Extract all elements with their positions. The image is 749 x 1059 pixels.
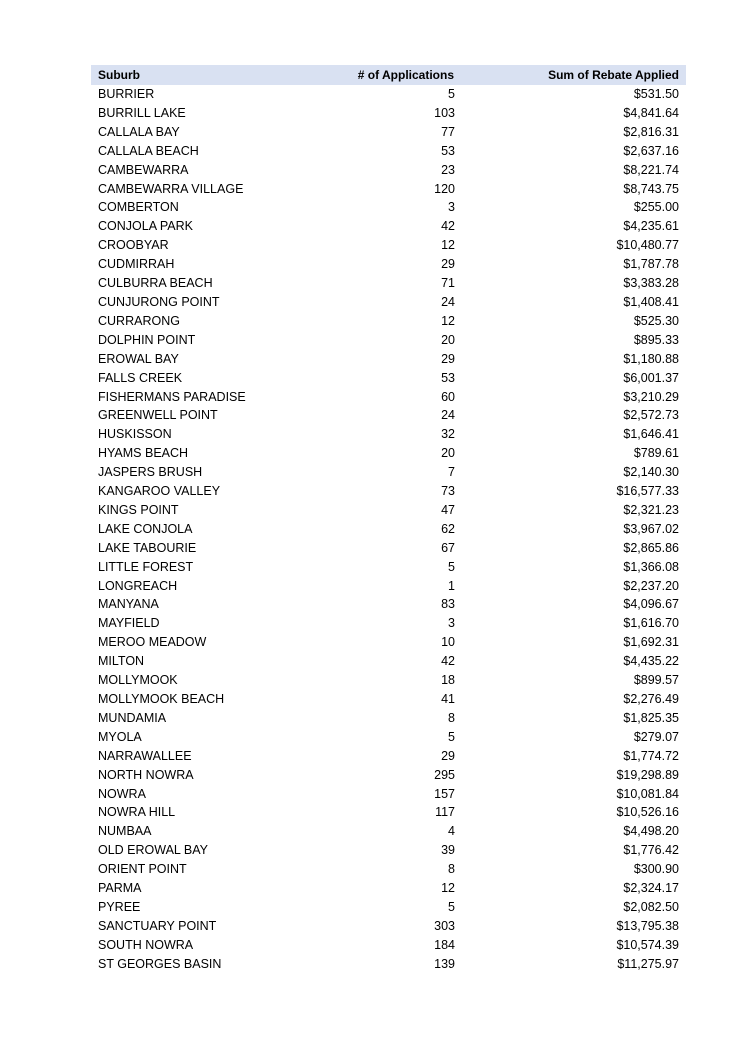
table-row [91,803,686,822]
cell-rebate: $8,221.74 [623,162,679,177]
cell-applications: 62 [441,521,455,536]
cell-rebate: $4,096.67 [623,597,679,612]
cell-rebate: $2,321.23 [623,502,679,517]
cell-suburb: DOLPHIN POINT [98,332,196,347]
cell-rebate: $1,825.35 [623,710,679,725]
table-row [91,690,686,709]
cell-applications: 295 [434,767,455,782]
cell-rebate: $1,774.72 [623,748,679,763]
cell-rebate: $300.90 [633,862,679,877]
cell-applications: 20 [441,446,455,461]
table-row [91,841,686,860]
cell-suburb: LITTLE FOREST [98,559,194,574]
table-row [91,104,686,123]
table-row [91,293,686,312]
cell-applications: 83 [441,597,455,612]
table-row [91,444,686,463]
cell-applications: 42 [441,219,455,234]
cell-rebate: $8,743.75 [623,181,679,196]
cell-suburb: SOUTH NOWRA [98,937,194,952]
cell-rebate: $4,235.61 [623,219,679,234]
table-row [91,652,686,671]
cell-rebate: $3,210.29 [623,389,679,404]
table-row [91,520,686,539]
cell-rebate: $2,082.50 [623,899,679,914]
table-row [91,331,686,350]
cell-suburb: COMBERTON [98,200,179,215]
table-row [91,539,686,558]
cell-rebate: $2,637.16 [623,143,679,158]
cell-rebate: $4,498.20 [623,824,679,839]
cell-applications: 77 [441,124,455,139]
cell-rebate: $1,366.08 [623,559,679,574]
table-row [91,822,686,841]
cell-rebate: $2,276.49 [623,692,679,706]
cell-applications: 8 [448,710,455,725]
cell-rebate: $1,646.41 [623,427,679,442]
cell-suburb: LAKE CONJOLA [98,521,193,536]
table-row [91,595,686,614]
cell-applications: 42 [441,654,455,669]
cell-suburb: PYREE [98,899,141,914]
cell-suburb: CROOBYAR [98,238,169,253]
table-row [91,161,686,180]
cell-rebate: $4,841.64 [623,105,679,120]
cell-rebate: $3,967.02 [623,521,679,536]
cell-applications: 24 [441,408,455,423]
cell-suburb: MYOLA [98,729,142,744]
cell-rebate: $19,298.89 [616,767,679,782]
cell-suburb: BURRILL LAKE [98,105,186,120]
cell-suburb: MOLLYMOOK BEACH [98,692,225,706]
cell-suburb: NUMBAA [98,824,152,839]
header-applications: # of Applications [357,68,454,82]
cell-applications: 3 [448,616,455,631]
cell-suburb: MILTON [98,654,145,669]
table-row [91,671,686,690]
cell-applications: 139 [434,956,455,971]
table-row [91,917,686,936]
cell-rebate: $1,180.88 [623,351,679,366]
cell-suburb: SANCTUARY POINT [98,918,217,933]
cell-applications: 5 [448,729,455,744]
header-row [91,65,686,85]
cell-rebate: $2,572.73 [623,408,679,423]
cell-rebate: $16,577.33 [616,484,679,499]
cell-applications: 117 [435,805,455,820]
cell-suburb: NOWRA [98,786,146,801]
cell-applications: 60 [441,389,455,404]
table-body [91,85,686,974]
table-row [91,898,686,917]
table-row [91,180,686,199]
cell-applications: 53 [441,370,455,385]
table-row [91,198,686,217]
cell-rebate: $2,324.17 [623,881,679,896]
cell-rebate: $2,816.31 [623,124,679,139]
table-header [91,65,686,85]
table-row [91,747,686,766]
rebate-table [91,65,686,974]
cell-suburb: OLD EROWAL BAY [98,843,208,858]
cell-suburb: KINGS POINT [98,502,179,517]
cell-applications: 32 [441,427,455,442]
cell-suburb: JASPERS BRUSH [98,465,203,480]
cell-rebate: $789.61 [633,446,679,461]
cell-suburb: PARMA [98,881,142,896]
cell-suburb: HUSKISSON [98,427,172,442]
cell-rebate: $255.00 [633,200,679,215]
cell-applications: 71 [441,276,455,291]
table-row [91,425,686,444]
cell-suburb: BURRIER [98,87,155,101]
cell-suburb: NORTH NOWRA [98,767,194,782]
cell-rebate: $11,275.97 [617,956,679,971]
header-suburb: Suburb [98,68,140,82]
table-row [91,614,686,633]
cell-suburb: GREENWELL POINT [98,408,218,423]
cell-suburb: CURRARONG [98,313,180,328]
cell-suburb: FALLS CREEK [98,370,183,385]
cell-suburb: NARRAWALLEE [98,748,192,763]
table-row [91,142,686,161]
table-row [91,388,686,407]
cell-suburb: CONJOLA PARK [98,219,193,234]
table-row [91,236,686,255]
table-row [91,463,686,482]
cell-applications: 5 [448,899,455,914]
cell-rebate: $4,435.22 [623,654,679,669]
cell-applications: 41 [441,692,455,706]
cell-suburb: CALLALA BEACH [98,143,199,158]
cell-rebate: $1,776.42 [623,843,679,858]
table-row [91,558,686,577]
cell-rebate: $279.07 [633,729,679,744]
table-row [91,577,686,596]
table-row [91,255,686,274]
cell-suburb: CALLALA BAY [98,124,180,139]
cell-suburb: FISHERMANS PARADISE [98,389,246,404]
table-row [91,501,686,520]
table-row [91,633,686,652]
cell-suburb: MAYFIELD [98,616,160,631]
cell-applications: 23 [441,162,455,177]
cell-suburb: MEROO MEADOW [98,635,207,650]
table-row [91,217,686,236]
cell-suburb: LONGREACH [98,578,178,593]
cell-rebate: $13,795.38 [616,918,679,933]
cell-applications: 157 [434,786,455,801]
cell-suburb: MANYANA [98,597,159,612]
cell-applications: 120 [434,181,455,196]
table-row [91,350,686,369]
cell-applications: 12 [441,313,455,328]
table-row [91,728,686,747]
cell-rebate: $10,081.84 [616,786,679,801]
cell-applications: 1 [448,578,455,593]
header-rebate: Sum of Rebate Applied [548,68,679,82]
cell-rebate: $1,408.41 [623,294,679,309]
cell-suburb: HYAMS BEACH [98,446,189,461]
cell-rebate: $10,574.39 [616,937,679,952]
table-row [91,406,686,425]
cell-rebate: $3,383.28 [623,276,679,291]
table-row [91,85,686,104]
cell-rebate: $10,480.77 [616,238,679,253]
table-row [91,955,686,974]
cell-applications: 3 [448,200,455,215]
cell-rebate: $899.57 [633,673,679,688]
table-row [91,860,686,879]
cell-suburb: CUNJURONG POINT [98,294,220,309]
table-row [91,709,686,728]
table-row [91,312,686,331]
cell-suburb: ORIENT POINT [98,862,187,877]
cell-applications: 47 [441,502,455,517]
cell-applications: 103 [434,105,455,120]
cell-applications: 7 [448,465,455,480]
table-row [91,123,686,142]
cell-rebate: $895.33 [633,332,679,347]
table-row [91,785,686,804]
cell-applications: 18 [441,673,455,688]
cell-rebate: $2,237.20 [623,578,679,593]
cell-suburb: EROWAL BAY [98,351,179,366]
cell-applications: 24 [441,294,455,309]
cell-applications: 29 [441,257,455,272]
cell-suburb: MOLLYMOOK [98,673,178,688]
cell-suburb: KANGAROO VALLEY [98,484,221,499]
cell-applications: 12 [441,881,455,896]
cell-suburb: CUDMIRRAH [98,257,175,272]
table-row [91,879,686,898]
cell-applications: 8 [448,862,455,877]
cell-suburb: CAMBEWARRA VILLAGE [98,181,244,196]
cell-applications: 5 [448,87,455,101]
table-row [91,369,686,388]
cell-applications: 184 [434,937,455,952]
cell-rebate: $531.50 [633,87,679,101]
cell-applications: 29 [441,748,455,763]
cell-applications: 4 [448,824,455,839]
cell-rebate: $1,692.31 [623,635,679,650]
table-row [91,936,686,955]
cell-rebate: $1,787.78 [623,257,679,272]
cell-rebate: $10,526.16 [616,805,679,820]
cell-applications: 29 [441,351,455,366]
table-row [91,766,686,785]
cell-rebate: $2,865.86 [623,540,679,555]
table-row [91,482,686,501]
cell-rebate: $525.30 [633,313,679,328]
cell-suburb: CAMBEWARRA [98,162,189,177]
cell-applications: 67 [441,540,455,555]
cell-suburb: NOWRA HILL [98,805,176,820]
cell-rebate: $2,140.30 [623,465,679,480]
cell-applications: 303 [434,918,455,933]
cell-applications: 53 [441,143,455,158]
table-row [91,274,686,293]
cell-suburb: LAKE TABOURIE [98,540,197,555]
cell-applications: 20 [441,332,455,347]
cell-applications: 10 [441,635,455,650]
cell-applications: 12 [441,238,455,253]
cell-rebate: $1,616.70 [623,616,679,631]
rebate-table-container [91,65,686,974]
cell-suburb: ST GEORGES BASIN [98,956,222,971]
cell-applications: 5 [448,559,455,574]
cell-suburb: CULBURRA BEACH [98,276,213,291]
cell-suburb: MUNDAMIA [98,710,167,725]
cell-applications: 73 [441,484,455,499]
cell-applications: 39 [441,843,455,858]
cell-rebate: $6,001.37 [623,370,679,385]
